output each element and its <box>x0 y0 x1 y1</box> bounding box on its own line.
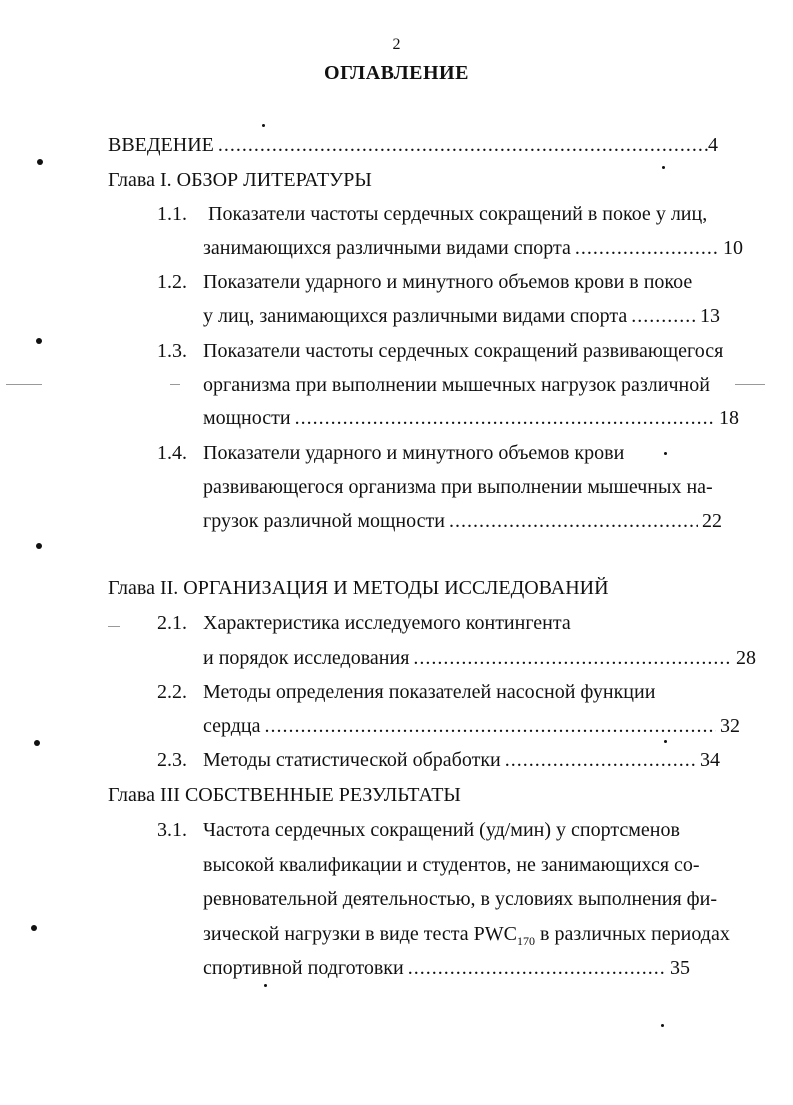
dot-leader <box>408 956 666 980</box>
scan-line <box>735 384 765 385</box>
toc-page-number: 22 <box>702 510 722 532</box>
section-number: 1.2. <box>157 271 187 293</box>
chapter-heading-1[interactable]: Глава I. ОБЗОР ЛИТЕРАТУРЫ <box>108 169 372 191</box>
toc-entry-line[interactable]: Частота сердечных сокращений (уд/мин) у спортсменов <box>203 819 680 841</box>
toc-entry-line[interactable]: Показатели частоты сердечных сокращений в покое у лиц, <box>208 203 708 225</box>
subscript: 170 <box>517 934 535 948</box>
section-number: 1.3. <box>157 340 187 362</box>
toc-page-number: 4 <box>708 134 718 156</box>
toc-entry-label: Методы статистической обработки <box>203 749 501 771</box>
dot-leader <box>218 133 708 157</box>
toc-entry-label: грузок различной мощности <box>203 510 445 532</box>
toc-entry-text: в различных периодах <box>535 923 730 945</box>
toc-entry-label: и порядок исследования <box>203 647 410 669</box>
toc-entry-line[interactable] <box>203 714 740 738</box>
section-number: 1.4. <box>157 442 187 464</box>
toc-entry-line[interactable]: развивающегося организма при выполнении мышечных на- <box>203 476 713 498</box>
scan-speck <box>262 124 265 127</box>
toc-entry-line[interactable] <box>203 509 722 533</box>
section-number: 2.2. <box>157 681 187 703</box>
scan-speck <box>264 984 267 987</box>
scan-speck <box>31 925 37 931</box>
chapter-heading-3[interactable]: Глава III СОБСТВЕННЫЕ РЕЗУЛЬТАТЫ <box>108 784 461 806</box>
toc-entry-line[interactable] <box>203 956 690 980</box>
dot-leader <box>505 748 696 772</box>
toc-page-number: 18 <box>719 407 739 429</box>
toc-entry-line[interactable] <box>203 236 743 260</box>
scan-speck <box>36 543 42 549</box>
toc-entry-text: зической нагрузки в виде теста PWC <box>203 923 517 945</box>
toc-entry-line[interactable]: Методы определения показателей насосной функции <box>203 681 656 703</box>
dot-leader <box>575 236 719 260</box>
toc-page-number: 34 <box>700 749 720 771</box>
toc-entry-line[interactable]: Показатели ударного и минутного объемов крови <box>203 442 625 464</box>
toc-page-number: 32 <box>720 715 740 737</box>
dot-leader <box>631 304 696 328</box>
scan-speck <box>34 740 40 746</box>
toc-entry-line[interactable] <box>203 406 739 430</box>
toc-page-number: 13 <box>700 305 720 327</box>
toc-entry-line[interactable] <box>203 646 756 670</box>
chapter-heading-2[interactable]: Глава II. ОРГАНИЗАЦИЯ И МЕТОДЫ ИССЛЕДОВАНИЙ <box>108 577 609 599</box>
scan-speck <box>36 338 42 344</box>
toc-entry-line[interactable] <box>203 748 720 772</box>
scan-speck <box>664 740 667 743</box>
section-number: 1.1. <box>157 203 187 225</box>
scan-speck <box>37 159 43 165</box>
scan-line <box>6 384 42 385</box>
dot-leader <box>295 406 715 430</box>
page-title: ОГЛАВЛЕНИЕ <box>324 62 469 84</box>
toc-entry-label: мощности <box>203 407 291 429</box>
toc-page-number: 35 <box>670 957 690 979</box>
toc-entry-label: сердца <box>203 715 261 737</box>
scan-line <box>108 626 120 627</box>
page-number: 2 <box>392 36 401 53</box>
toc-page-number: 28 <box>736 647 756 669</box>
dot-leader <box>413 646 732 670</box>
toc-entry-label: занимающихся различными видами спорта <box>203 237 571 259</box>
dot-leader <box>449 509 698 533</box>
scan-line <box>170 384 180 385</box>
toc-entry-line[interactable] <box>203 922 730 946</box>
scan-speck <box>661 1024 664 1027</box>
section-number: 2.3. <box>157 749 187 771</box>
toc-entry-intro[interactable] <box>108 133 718 157</box>
section-number: 3.1. <box>157 819 187 841</box>
scan-speck <box>662 166 665 169</box>
toc-entry-line[interactable]: Показатели ударного и минутного объемов крови в покое <box>203 271 693 293</box>
dot-leader <box>265 714 717 738</box>
toc-entry-line[interactable] <box>203 304 720 328</box>
scan-speck <box>664 452 667 455</box>
section-number: 2.1. <box>157 612 187 634</box>
toc-entry-label: ВВЕДЕНИЕ <box>108 134 214 156</box>
toc-entry-line[interactable]: организма при выполнении мышечных нагрузок различной <box>203 374 710 396</box>
toc-entry-line[interactable]: ревновательной деятельностью, в условиях выполнения фи- <box>203 888 717 910</box>
toc-entry-line[interactable]: высокой квалификации и студентов, не занимающихся со- <box>203 854 700 876</box>
toc-page-number: 10 <box>723 237 743 259</box>
toc-entry-line[interactable]: Характеристика исследуемого контингента <box>203 612 571 634</box>
toc-entry-line[interactable]: Показатели частоты сердечных сокращений развивающегося <box>203 340 724 362</box>
toc-entry-label: у лиц, занимающихся различными видами спорта <box>203 305 628 327</box>
toc-entry-label: спортивной подготовки <box>203 957 404 979</box>
